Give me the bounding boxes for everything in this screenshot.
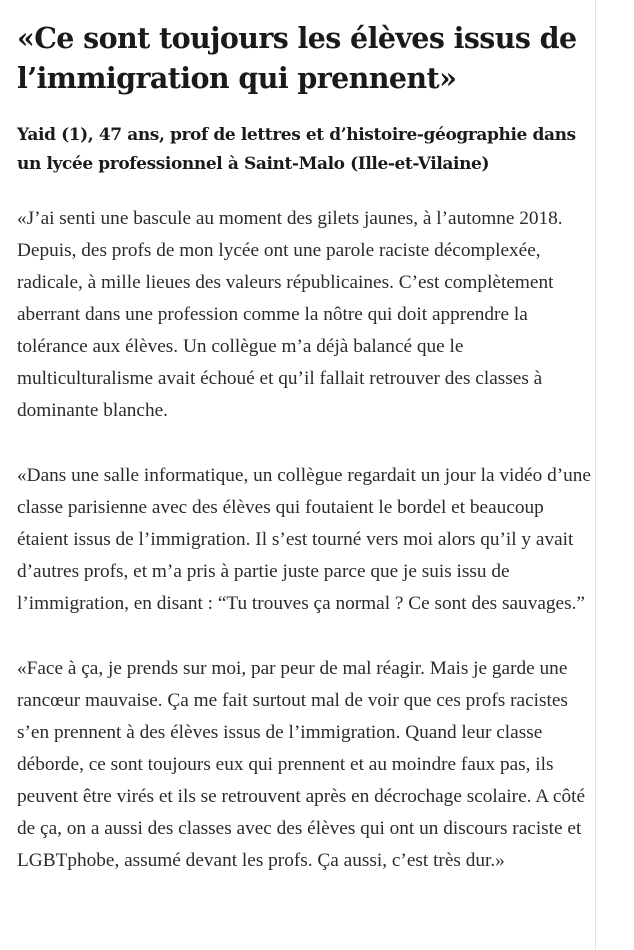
article-headline: «Ce sont toujours les élèves issus de l’immigration qui prennent» [17,21,577,95]
article-subhead: Yaid (1), 47 ans, prof de lettres et d’histoire-géographie dans un lycée professionnel à Saint-Malo (Ille-et-Vilaine) [17,125,576,174]
article-paragraph-3: «Face à ça, je prends sur moi, par peur de mal réagir. Mais je garde une rancœur mauvaise. Ça me fait surtout mal de voir que ces profs racistes s’en prennent à des élèves issus de l’immigration. Quand leur classe déborde, ce sont toujours eux qui prennent et au moindre faux pas, ils peuvent être virés et ils se retrouvent après en décrochage scolaire. A côté de ça, on a aussi des classes avec des élèves qui ont un discours raciste et LGBTphobe, assumé devant les profs. Ça aussi, c’est très dur.» [17,658,586,871]
article-paragraph-2: «Dans une salle informatique, un collègue regardait un jour la vidéo d’une classe parisienne avec des élèves qui foutaient le bordel et beaucoup étaient issus de l’immigration. Il s’est tourné vers moi alors qu’il y avait d’autres profs, et m’a pris à partie juste parce que je suis issu de l’immigration, en disant : “Tu trouves ça normal ? Ce sont des sauvages.” [17,465,591,614]
article-paragraph-1: «J’ai senti une bascule au moment des gilets jaunes, à l’automne 2018. Depuis, des profs de mon lycée ont une parole raciste décomplexée, radicale, à mille lieues des valeurs républicaines. C’est complètement aberrant dans une profession comme la nôtre qui doit apprendre la tolérance aux élèves. Un collègue m’a déjà balancé que le multiculturalisme avait échoué et qu’il fallait retrouver des classes à dominante blanche. [17,208,563,421]
